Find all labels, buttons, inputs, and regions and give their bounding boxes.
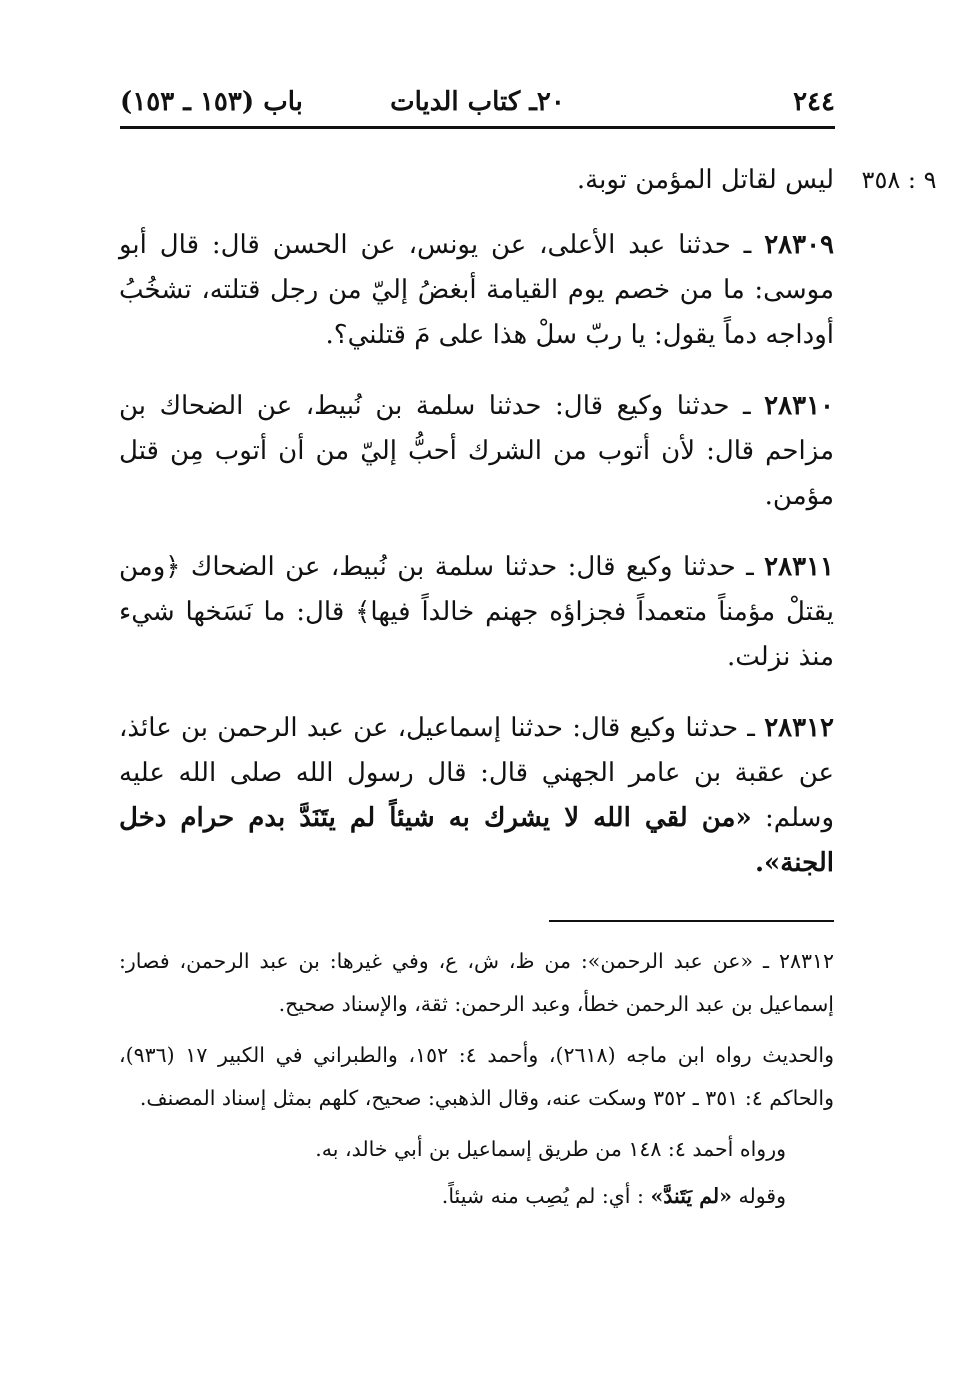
prophetic-quote: «من لقي الله لا يشرك به شيئاً لم يتَنَدَّ بدم حرام دخل الجنة».: [119, 803, 834, 878]
page-number: ٢٤٤: [793, 87, 835, 117]
footnote-text: : أي: لم يُصِب منه شيئاً.: [441, 1184, 644, 1208]
footnote: [119, 1034, 834, 1120]
footnote-text: ورواه أحمد ٤: ١٤٨ من طريق إسماعيل بن أبي خالد، به.: [315, 1137, 786, 1161]
hadith-number: ٢٨٣١٢: [764, 713, 835, 743]
hadith-text: ـ حدثنا عبد الأعلى، عن يونس، عن الحسن قال: قال أبو موسى: ما من خصم يوم القيامة أبغضُ إليّ من رجل قتلته، تشخُبُ أوداجه دماً يقول: يا ربّ سلْ هذا على مَ قتلني؟.: [119, 230, 834, 350]
header-divider: [120, 126, 835, 129]
footnotes: [119, 940, 834, 1222]
reference-heading: ليس لقاتل المؤمن توبة.: [576, 165, 834, 195]
reference-number: ٩ : ٣٥٨: [861, 166, 937, 194]
footnote-text: والحديث رواه ابن ماجه (٢٦١٨)، وأحمد ٤: ١٥٢، والطبراني في الكبير ١٧ (٩٣٦)، والحاكم ٤: ٣٥١ ـ ٣٥٢ وسكت عنه، وقال الذهبي: صحيح، كلهم بمثل إسناد المصنف.: [119, 1043, 834, 1110]
chapter-title: باب (١٥٣ ـ ١٥٣): [120, 87, 303, 117]
hadith-paragraph: [119, 545, 834, 680]
footnote: [119, 940, 834, 1026]
footnote-text: ـ «عن عبد الرحمن»: من ظ، ش، ع، وفي غيرها: بن عبد الرحمن، فصار: إسماعيل بن عبد الرحمن خطأ، وعبد الرحمن: ثقة، والإسناد صحيح.: [119, 949, 834, 1016]
hadith-paragraph: [119, 223, 834, 358]
cross-reference: [119, 158, 937, 203]
footnote-number: ٢٨٣١٢: [778, 949, 834, 973]
footnote: [119, 1128, 834, 1171]
footnote-term: «لم يَتَندَّ»: [650, 1184, 732, 1208]
footnote-prefix: وقوله: [738, 1184, 786, 1208]
hadith-text: ـ حدثنا وكيع قال: حدثنا سلمة بن نُبيط، عن الضحاك ﴿ومن يقتلْ مؤمناً متعمداً فجزاؤه جهنم خالداً فيها﴾ قال: ما نَسَخها شيء منذ نزلت.: [119, 552, 834, 672]
hadith-paragraph: [119, 384, 834, 519]
main-text: [119, 158, 937, 912]
hadith-number: ٢٨٣١٠: [764, 391, 834, 421]
hadith-number: ٢٨٣٠٩: [764, 230, 835, 260]
book-title: ٢٠ـ كتاب الديات: [390, 87, 565, 117]
page-header: [120, 82, 835, 122]
hadith-text: ـ حدثنا وكيع قال: حدثنا إسماعيل، عن عبد الرحمن بن عائذ، عن عقبة بن عامر الجهني قال: قال رسول الله صلى الله عليه وسلم:: [119, 713, 835, 833]
hadith-number: ٢٨٣١١: [764, 552, 834, 582]
hadith-paragraph: [119, 706, 834, 886]
footnote: [119, 1175, 834, 1218]
footnote-divider: [549, 920, 834, 922]
hadith-text: ـ حدثنا وكيع قال: حدثنا سلمة بن نُبيط، عن الضحاك بن مزاحم قال: لأن أتوب من الشرك أحبُّ إليّ من أن أتوب مِن قتل مؤمن.: [119, 391, 834, 511]
